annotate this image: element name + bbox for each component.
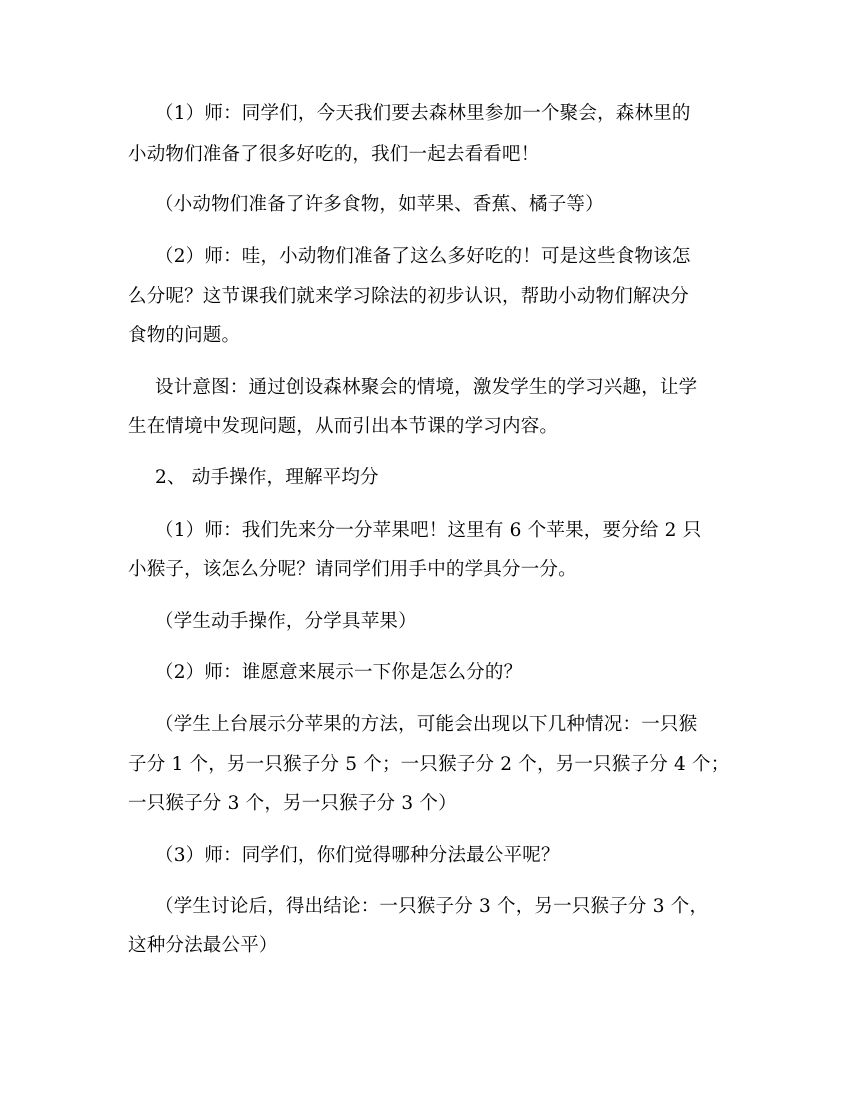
paragraph-line: （1）师：我们先来分一分苹果吧！这里有 6 个苹果，要分给 2 只 (155, 520, 702, 541)
paragraph-line: 子分 1 个，另一只猴子分 5 个；一只猴子分 2 个，另一只猴子分 4 个； (128, 754, 730, 775)
paragraph-line: 食物的问题。 (128, 325, 241, 346)
paragraph-line: （学生上台展示分苹果的方法，可能会出现以下几种情况：一只猴 (155, 714, 698, 735)
paragraph-line: 设计意图：通过创设森林聚会的情境，激发学生的学习兴趣，让学 (155, 377, 698, 398)
paragraph-line: 这种分法最公平） (128, 935, 278, 956)
paragraph-line: 么分呢？这节课我们就来学习除法的初步认识，帮助小动物们解决分 (128, 286, 690, 307)
paragraph-line: （3）师：同学们，你们觉得哪种分法最公平呢？ (155, 845, 560, 866)
paragraph-line: 小动物们准备了很多好吃的，我们一起去看看吧！ (128, 144, 540, 165)
paragraph-line: （2）师：谁愿意来展示一下你是怎么分的？ (155, 662, 523, 683)
paragraph-line: 一只猴子分 3 个，另一只猴子分 3 个） (128, 793, 457, 814)
paragraph-line: （学生动手操作，分学具苹果） (155, 611, 417, 632)
paragraph-line: 生在情境中发现问题，从而引出本节课的学习内容。 (128, 416, 559, 437)
paragraph-line: （2）师：哇，小动物们准备了这么多好吃的！可是这些食物该怎 (155, 246, 691, 267)
paragraph-line: （1）师：同学们，今天我们要去森林里参加一个聚会，森林里的 (155, 103, 691, 124)
section-heading: 2、 动手操作，理解平均分 (155, 467, 379, 488)
paragraph-line: （学生讨论后，得出结论：一只猴子分 3 个，另一只猴子分 3 个， (155, 896, 709, 917)
paragraph-line: （小动物们准备了许多食物，如苹果、香蕉、橘子等） (155, 194, 604, 215)
paragraph-line: 小猴子，该怎么分呢？请同学们用手中的学具分一分。 (128, 559, 577, 580)
